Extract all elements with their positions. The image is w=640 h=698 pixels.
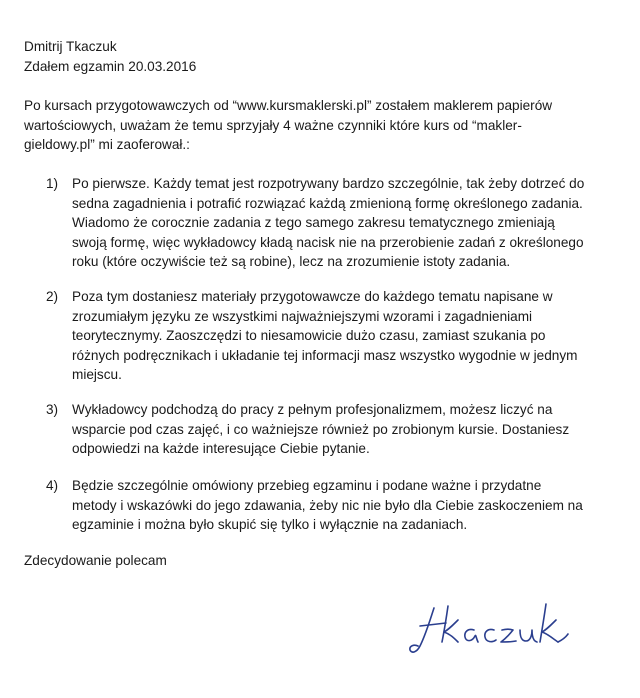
intro-paragraph (24, 96, 624, 155)
list-item-line: sedna zagadnienia i potrafić rozwiązać każdą zmienioną formę określonego zadania. (72, 195, 583, 211)
list-item-line: Poza tym dostaniesz materiały przygotowawcze do każdego tematu napisane w (72, 289, 553, 304)
list-item-text (72, 400, 632, 459)
list-item-text (72, 287, 632, 385)
list-item-number: 4) (46, 478, 59, 493)
list-item-line: egzaminie i można było skupić się tylko i wyłącznie na zadaniach. (72, 517, 468, 532)
list-item-line: roku (które oczywiście też są robine), lecz na zrozumienie istoty zadania. (72, 254, 511, 269)
list-item-line: Wiadomo że corocznie zadania z tego samego zakresu tematycznego zmieniają (72, 215, 555, 230)
closing-line: Zdecydowanie polecam (24, 553, 167, 568)
list-item-number: 1) (46, 176, 59, 191)
intro-line: wartościowych, uważam że temu sprzyjały 4 ważne czynniki które kurs od “makler- (24, 117, 522, 133)
list-item-text (72, 476, 632, 535)
exam-date-line: Zdałem egzamin 20.03.2016 (24, 58, 197, 74)
list-item-number: 3) (46, 402, 59, 417)
intro-line: Po kursach przygotowawczych od “www.kursmaklerski.pl” zostałem maklerem papierów (24, 98, 553, 113)
intro-line: gieldowy.pl” mi zaoferował.: (24, 137, 190, 152)
list-item-line: wsparcie pod czas zajęć, i co ważniejsze również po zrobionym kursie. Dostaniesz (72, 421, 570, 437)
list-item-line: różnych podręcznikach i układanie tej informacji masz wszystko wygodnie w jednym (72, 347, 578, 363)
list-item-line: swoją formę, więc wykładowcy kładą nacisk nie na przerobienie zadań z określonego (72, 234, 584, 250)
list-item-line: odpowiedzi na każde interesujące Ciebie pytanie. (72, 441, 370, 456)
author-name: Dmitrij Tkaczuk (24, 39, 117, 54)
list-item-line: miejscu. (72, 367, 122, 382)
list-item-text (72, 174, 632, 272)
list-item-line: Po pierwsze. Każdy temat jest rozpotrywany bardzo szczególnie, tak żeby dotrzeć do (72, 176, 585, 191)
list-item-line: Wykładowcy podchodzą do pracy z pełnym profesjonalizmem, możesz liczyć na (72, 402, 553, 417)
handwritten-signature (400, 590, 600, 670)
list-item-line: teorytecznymy. Zaoszczędzi to niesamowicie dużo czasu, zamiast szukania po (72, 328, 546, 343)
list-item-line: Będzie szczególnie omówiony przebieg egzaminu i podane ważne i przydatne (72, 478, 542, 493)
list-item-number: 2) (46, 289, 59, 304)
letter-header (24, 37, 624, 76)
list-item-line: zrozumiałym języku ze wszystkimi najważniejszymi wzorami i zagadnieniami (72, 308, 533, 324)
list-item-line: metody i wskazówki do jego zdawania, żeby nic nie było dla Ciebie zaskoczeniem na (72, 497, 583, 513)
